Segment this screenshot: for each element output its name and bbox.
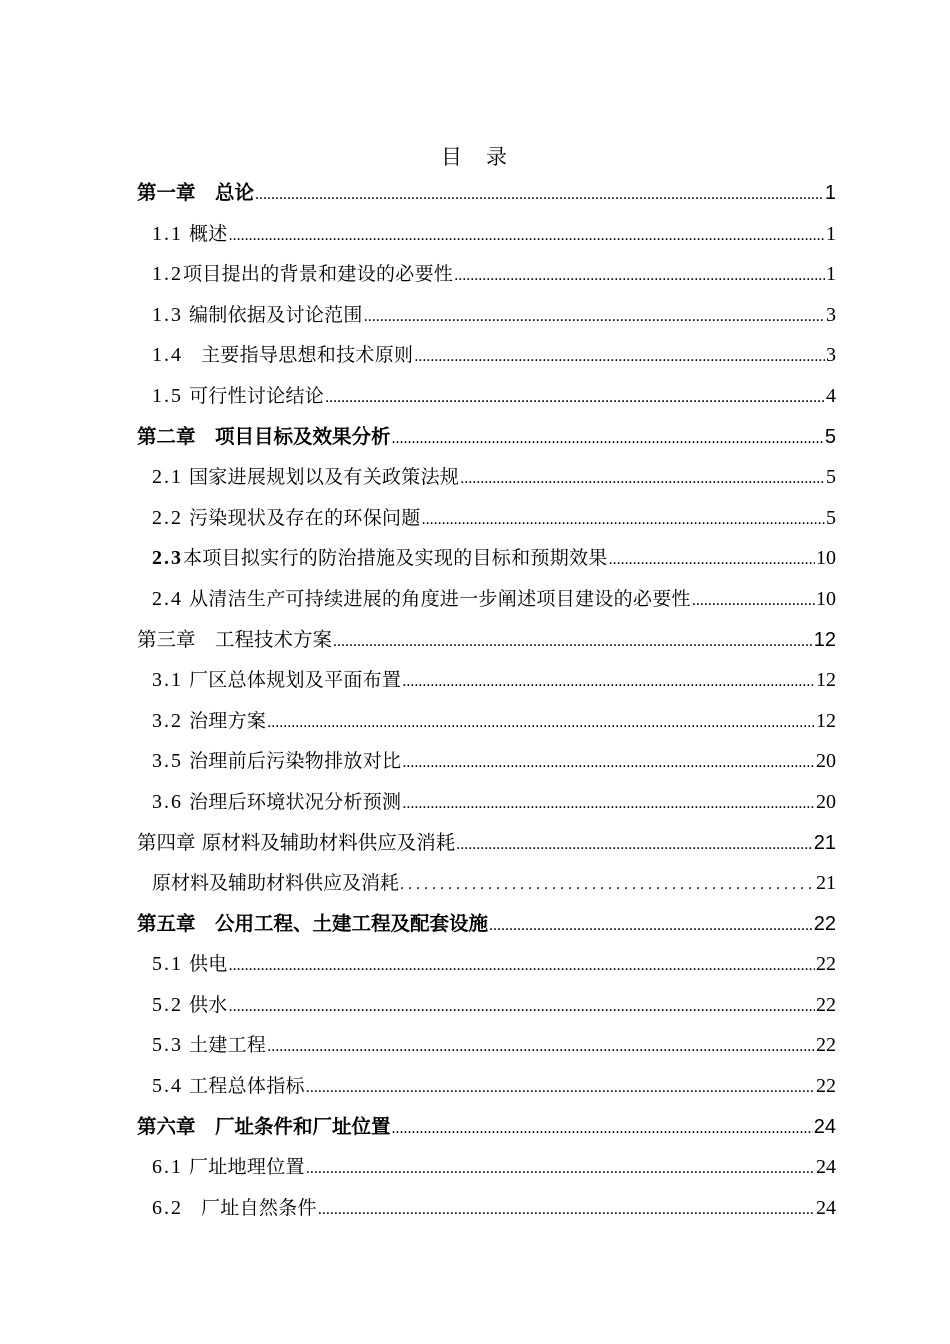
toc-leader-dots — [364, 297, 825, 338]
toc-entry-label: 5.1 供电 — [152, 953, 228, 976]
toc-entry-label: 3.5 治理前后污染物排放对比 — [152, 750, 402, 773]
toc-entry-page: 24 — [813, 1115, 836, 1138]
toc-entry-label: 5.4 工程总体指标 — [152, 1075, 305, 1098]
toc-entry-label: 1.4 主要指导思想和技术原则 — [152, 344, 414, 367]
toc-leader-dots — [692, 581, 815, 622]
toc-entry-5-2[interactable] — [137, 985, 836, 1026]
toc-entry-label: 6.2 厂址自然条件 — [152, 1196, 317, 1219]
toc-leader-dots — [392, 419, 824, 460]
toc-entry-page: 24 — [816, 1196, 836, 1219]
toc-entry-3-2[interactable] — [137, 701, 836, 742]
toc-entry-page: 3 — [826, 344, 836, 367]
toc-entry-label: 1.1 概述 — [152, 222, 228, 245]
toc-title — [0, 143, 950, 171]
toc-entry-chapter-4-sub[interactable] — [137, 863, 836, 904]
toc-leader-dots — [229, 946, 815, 987]
toc-entry-page: 20 — [816, 750, 836, 773]
toc-leader-dots — [333, 622, 813, 663]
toc-leader-dots — [489, 906, 813, 947]
toc-entry-page: 10 — [816, 587, 836, 610]
toc-entry-label: 第二章 项目目标及效果分析 — [137, 424, 391, 448]
toc-entry-5-4[interactable] — [137, 1066, 836, 1107]
toc-entry-page: 10 — [816, 547, 836, 570]
toc-entry-page: 22 — [816, 1075, 836, 1098]
toc-leader-dots — [267, 1027, 815, 1068]
toc-leader-dots — [255, 175, 824, 216]
toc-entry-2-3[interactable] — [137, 538, 836, 579]
toc-entry-page: 12 — [816, 709, 836, 732]
toc-entry-page: 22 — [816, 953, 836, 976]
toc-entry-label: 第一章 总论 — [137, 181, 255, 204]
toc-leader-dots — [454, 256, 825, 297]
toc-title-left: 目 — [441, 145, 464, 169]
toc-entry-6-1[interactable] — [137, 1147, 836, 1188]
toc-entry-chapter-5[interactable] — [137, 904, 836, 945]
toc-entry-label: 3.2 治理方案 — [152, 709, 267, 732]
toc-entry-label: 第六章 厂址条件和厂址位置 — [137, 1114, 391, 1138]
toc-entry-page: 22 — [816, 1034, 836, 1057]
toc-entry-label: 3.1 厂区总体规划及平面布置 — [152, 669, 402, 692]
toc-entry-1-3[interactable] — [137, 295, 836, 336]
toc-leader-dots — [402, 662, 815, 703]
toc-entry-page: 21 — [816, 872, 836, 895]
toc-leader-dots — [422, 500, 825, 541]
toc-leader-dots — [229, 987, 815, 1028]
toc-leader-dots — [392, 1109, 813, 1150]
toc-entry-1-5[interactable] — [137, 376, 836, 417]
toc-entry-5-3[interactable] — [137, 1025, 836, 1066]
toc-entry-page: 1 — [824, 182, 836, 204]
toc-entry-1-4[interactable] — [137, 335, 836, 376]
toc-entry-label: 2.2 污染现状及存在的环保问题 — [152, 506, 421, 529]
toc-entry-chapter-2[interactable] — [137, 417, 836, 458]
toc-entry-label: 2.3本项目拟实行的防治措施及实现的目标和预期效果 — [152, 547, 608, 570]
toc-entry-label: 5.3 土建工程 — [152, 1034, 267, 1057]
toc-leader-dots — [318, 1190, 815, 1231]
toc-entry-chapter-6[interactable] — [137, 1107, 836, 1148]
toc-leader-dots — [456, 825, 813, 866]
toc-entry-chapter-1[interactable] — [137, 173, 836, 214]
toc-entry-page: 12 — [816, 669, 836, 692]
toc-entry-page: 5 — [826, 506, 836, 529]
toc-leader-dots — [229, 216, 825, 257]
toc-leader-dots — [414, 337, 825, 378]
toc-leader-dots — [325, 378, 825, 419]
toc-entry-page: 1 — [826, 263, 836, 286]
toc-entry-label: 1.3 编制依据及讨论范围 — [152, 303, 363, 326]
toc-entry-chapter-4[interactable] — [137, 823, 836, 864]
toc-entry-label: 1.2项目提出的背景和建设的必要性 — [152, 263, 454, 286]
toc-entry-label: 1.5 可行性讨论结论 — [152, 384, 325, 407]
toc-entry-page: 5 — [826, 466, 836, 489]
table-of-contents — [137, 173, 836, 1228]
toc-entry-2-4[interactable] — [137, 579, 836, 620]
toc-entry-3-1[interactable] — [137, 660, 836, 701]
toc-entry-page: 4 — [826, 384, 836, 407]
toc-leader-dots — [400, 865, 815, 906]
toc-entry-page: 5 — [824, 425, 836, 448]
toc-entry-3-5[interactable] — [137, 741, 836, 782]
toc-leader-dots — [402, 784, 815, 825]
toc-entry-page: 22 — [816, 993, 836, 1016]
toc-leader-dots — [402, 743, 815, 784]
toc-entry-label: 2.1 国家进展规划以及有关政策法规 — [152, 466, 460, 489]
toc-entry-page: 20 — [816, 790, 836, 813]
toc-entry-chapter-3[interactable] — [137, 620, 836, 661]
toc-entry-6-2[interactable] — [137, 1188, 836, 1229]
toc-entry-3-6[interactable] — [137, 782, 836, 823]
toc-entry-page: 21 — [813, 831, 836, 854]
toc-entry-label: 原材料及辅助材料供应及消耗 — [152, 872, 400, 895]
toc-entry-label: 6.1 厂址地理位置 — [152, 1156, 305, 1179]
toc-entry-5-1[interactable] — [137, 944, 836, 985]
toc-entry-2-2[interactable] — [137, 498, 836, 539]
toc-entry-label: 5.2 供水 — [152, 993, 228, 1016]
toc-leader-dots — [306, 1068, 815, 1109]
toc-entry-page: 1 — [826, 222, 836, 245]
toc-entry-label: 第三章 工程技术方案 — [137, 627, 333, 651]
toc-entry-label: 第四章 原材料及辅助材料供应及消耗 — [137, 830, 456, 854]
toc-entry-1-1[interactable] — [137, 214, 836, 255]
toc-entry-page: 24 — [816, 1156, 836, 1179]
toc-leader-dots — [267, 703, 815, 744]
toc-entry-label: 第五章 公用工程、土建工程及配套设施 — [137, 911, 489, 935]
toc-entry-page: 3 — [826, 303, 836, 326]
toc-entry-1-2[interactable] — [137, 254, 836, 295]
toc-leader-dots — [306, 1149, 815, 1190]
toc-leader-dots — [460, 459, 825, 500]
toc-entry-label: 2.4 从清洁生产可持续进展的角度进一步阐述项目建设的必要性 — [152, 587, 691, 610]
toc-entry-page: 22 — [813, 912, 836, 935]
toc-entry-2-1[interactable] — [137, 457, 836, 498]
toc-leader-dots — [609, 540, 815, 581]
toc-entry-page: 12 — [813, 628, 836, 651]
toc-entry-label: 3.6 治理后环境状况分析预测 — [152, 790, 402, 813]
toc-title-right: 录 — [486, 145, 509, 169]
